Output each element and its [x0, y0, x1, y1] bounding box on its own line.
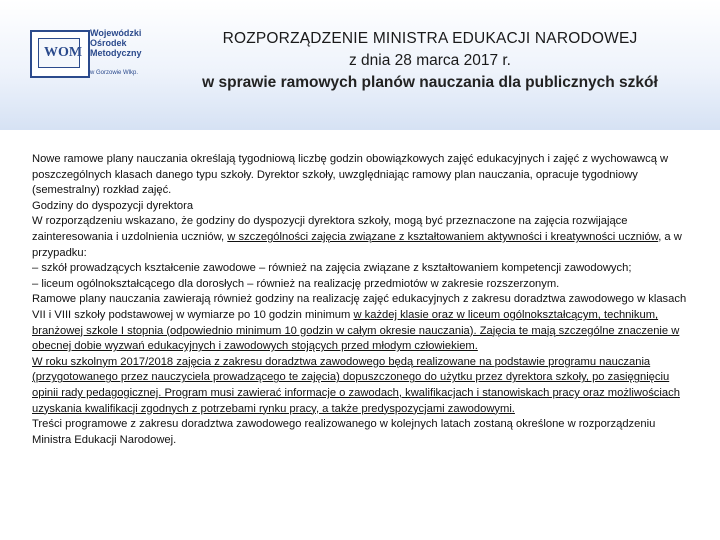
paragraph-heading-director-hours: Godziny do dyspozycji dyrektora	[32, 199, 194, 212]
wom-logo	[22, 22, 162, 82]
logo-abbr: WOM	[44, 45, 83, 60]
body-text	[32, 152, 697, 448]
director-hours-tail: , a w przypadku:	[32, 230, 682, 259]
logo-line-3: Metodyczny	[90, 48, 142, 58]
paragraph-intro: Nowe ramowe plany nauczania określają tygodniową liczbę godzin obowiązkowych zajęć edukacyjnych i zajęć z wychowawcą w poszczególnych klasach danego typu szkoły. Dyrektor szkoły, uwzględniając ramowy plan nauczania, opracuje tygodniowy (semestralny) rozkład zajęć.	[32, 153, 669, 197]
paragraph-director-hours	[32, 214, 697, 261]
title-line-1: ROZPORZĄDZENIE MINISTRA EDUKACJI NARODOWEJ	[222, 30, 638, 47]
paragraph-program-content: Treści programowe z zakresu doradztwa zawodowego realizowanego w kolejnych latach zostaną określone w rozporządzeniu Ministra Edukacji Narodowej.	[32, 418, 656, 446]
slide-title	[150, 28, 710, 94]
title-line-3: w sprawie ramowych planów nauczania dla publicznych szkół	[202, 74, 658, 91]
logo-frame	[30, 30, 90, 78]
logo-subtitle: w Gorzowie Wlkp.	[90, 70, 139, 76]
paragraph-school-year-2017: W roku szkolnym 2017/2018 zajęcia z zakresu doradztwa zawodowego będą realizowane na podstawie programu nauczania (przygotowanego przez nauczyciela prowadzącego te zajęcia) dopuszczonego do użytku przez dyrektora szkoły, po zasięgnięciu opinii rady pedagogicznej. Program musi zawierać informacje o zawodach, kwalifikacjach i stanowiskach pracy oraz możliwościach uzyskania kwalifikacji zgodnych z potrzebami rynku pracy, a także predyspozycjami zawodowymi.	[32, 355, 680, 415]
director-hours-underlined: w szczególności zajęcia związane z kształtowaniem aktywności i kreatywności uczniów	[227, 230, 659, 243]
header-band	[0, 0, 720, 130]
logo-line-2: Ośrodek	[90, 38, 127, 48]
career-counseling-text: Ramowe plany nauczania zawierają również godziny na realizację zajęć edukacyjnych z zakresu doradztwa zawodowego w klasach VII i VIII szkoły podstawowej w wymiarze po 10 godzin minimum	[32, 293, 687, 321]
director-hours-text: W rozporządzeniu wskazano, że godziny do dyspozycji dyrektora szkoły, mogą być przeznaczone na zajęcia rozwijające zainteresowania i uzdolnienia uczniów,	[32, 215, 628, 243]
paragraph-vocational-schools: – szkół prowadzących kształcenie zawodowe – również na zajęcia związane z kształtowaniem kompetencji zawodowych;	[32, 262, 632, 275]
title-line-2: z dnia 28 marca 2017 r.	[349, 52, 511, 69]
logo-name	[90, 28, 142, 58]
paragraph-career-counseling	[32, 292, 697, 354]
logo-line-1: Wojewódzki	[90, 28, 142, 38]
paragraph-adult-lyceum: – liceum ogólnokształcącego dla dorosłych – również na realizację przedmiotów w zakresie rozszerzonym.	[32, 277, 560, 290]
career-counseling-underlined: w każdej klasie oraz w liceum ogólnokształcącym, technikum, branżowej szkole I stopnia (odpowiednio minimum 10 godzin w całym okresie nauczania). Zajęcia te mają szczególne znaczenie w obecnej dobie wyzwań edukacyjnych i zawodowych stojących przed młodym człowiekiem.	[32, 308, 680, 353]
